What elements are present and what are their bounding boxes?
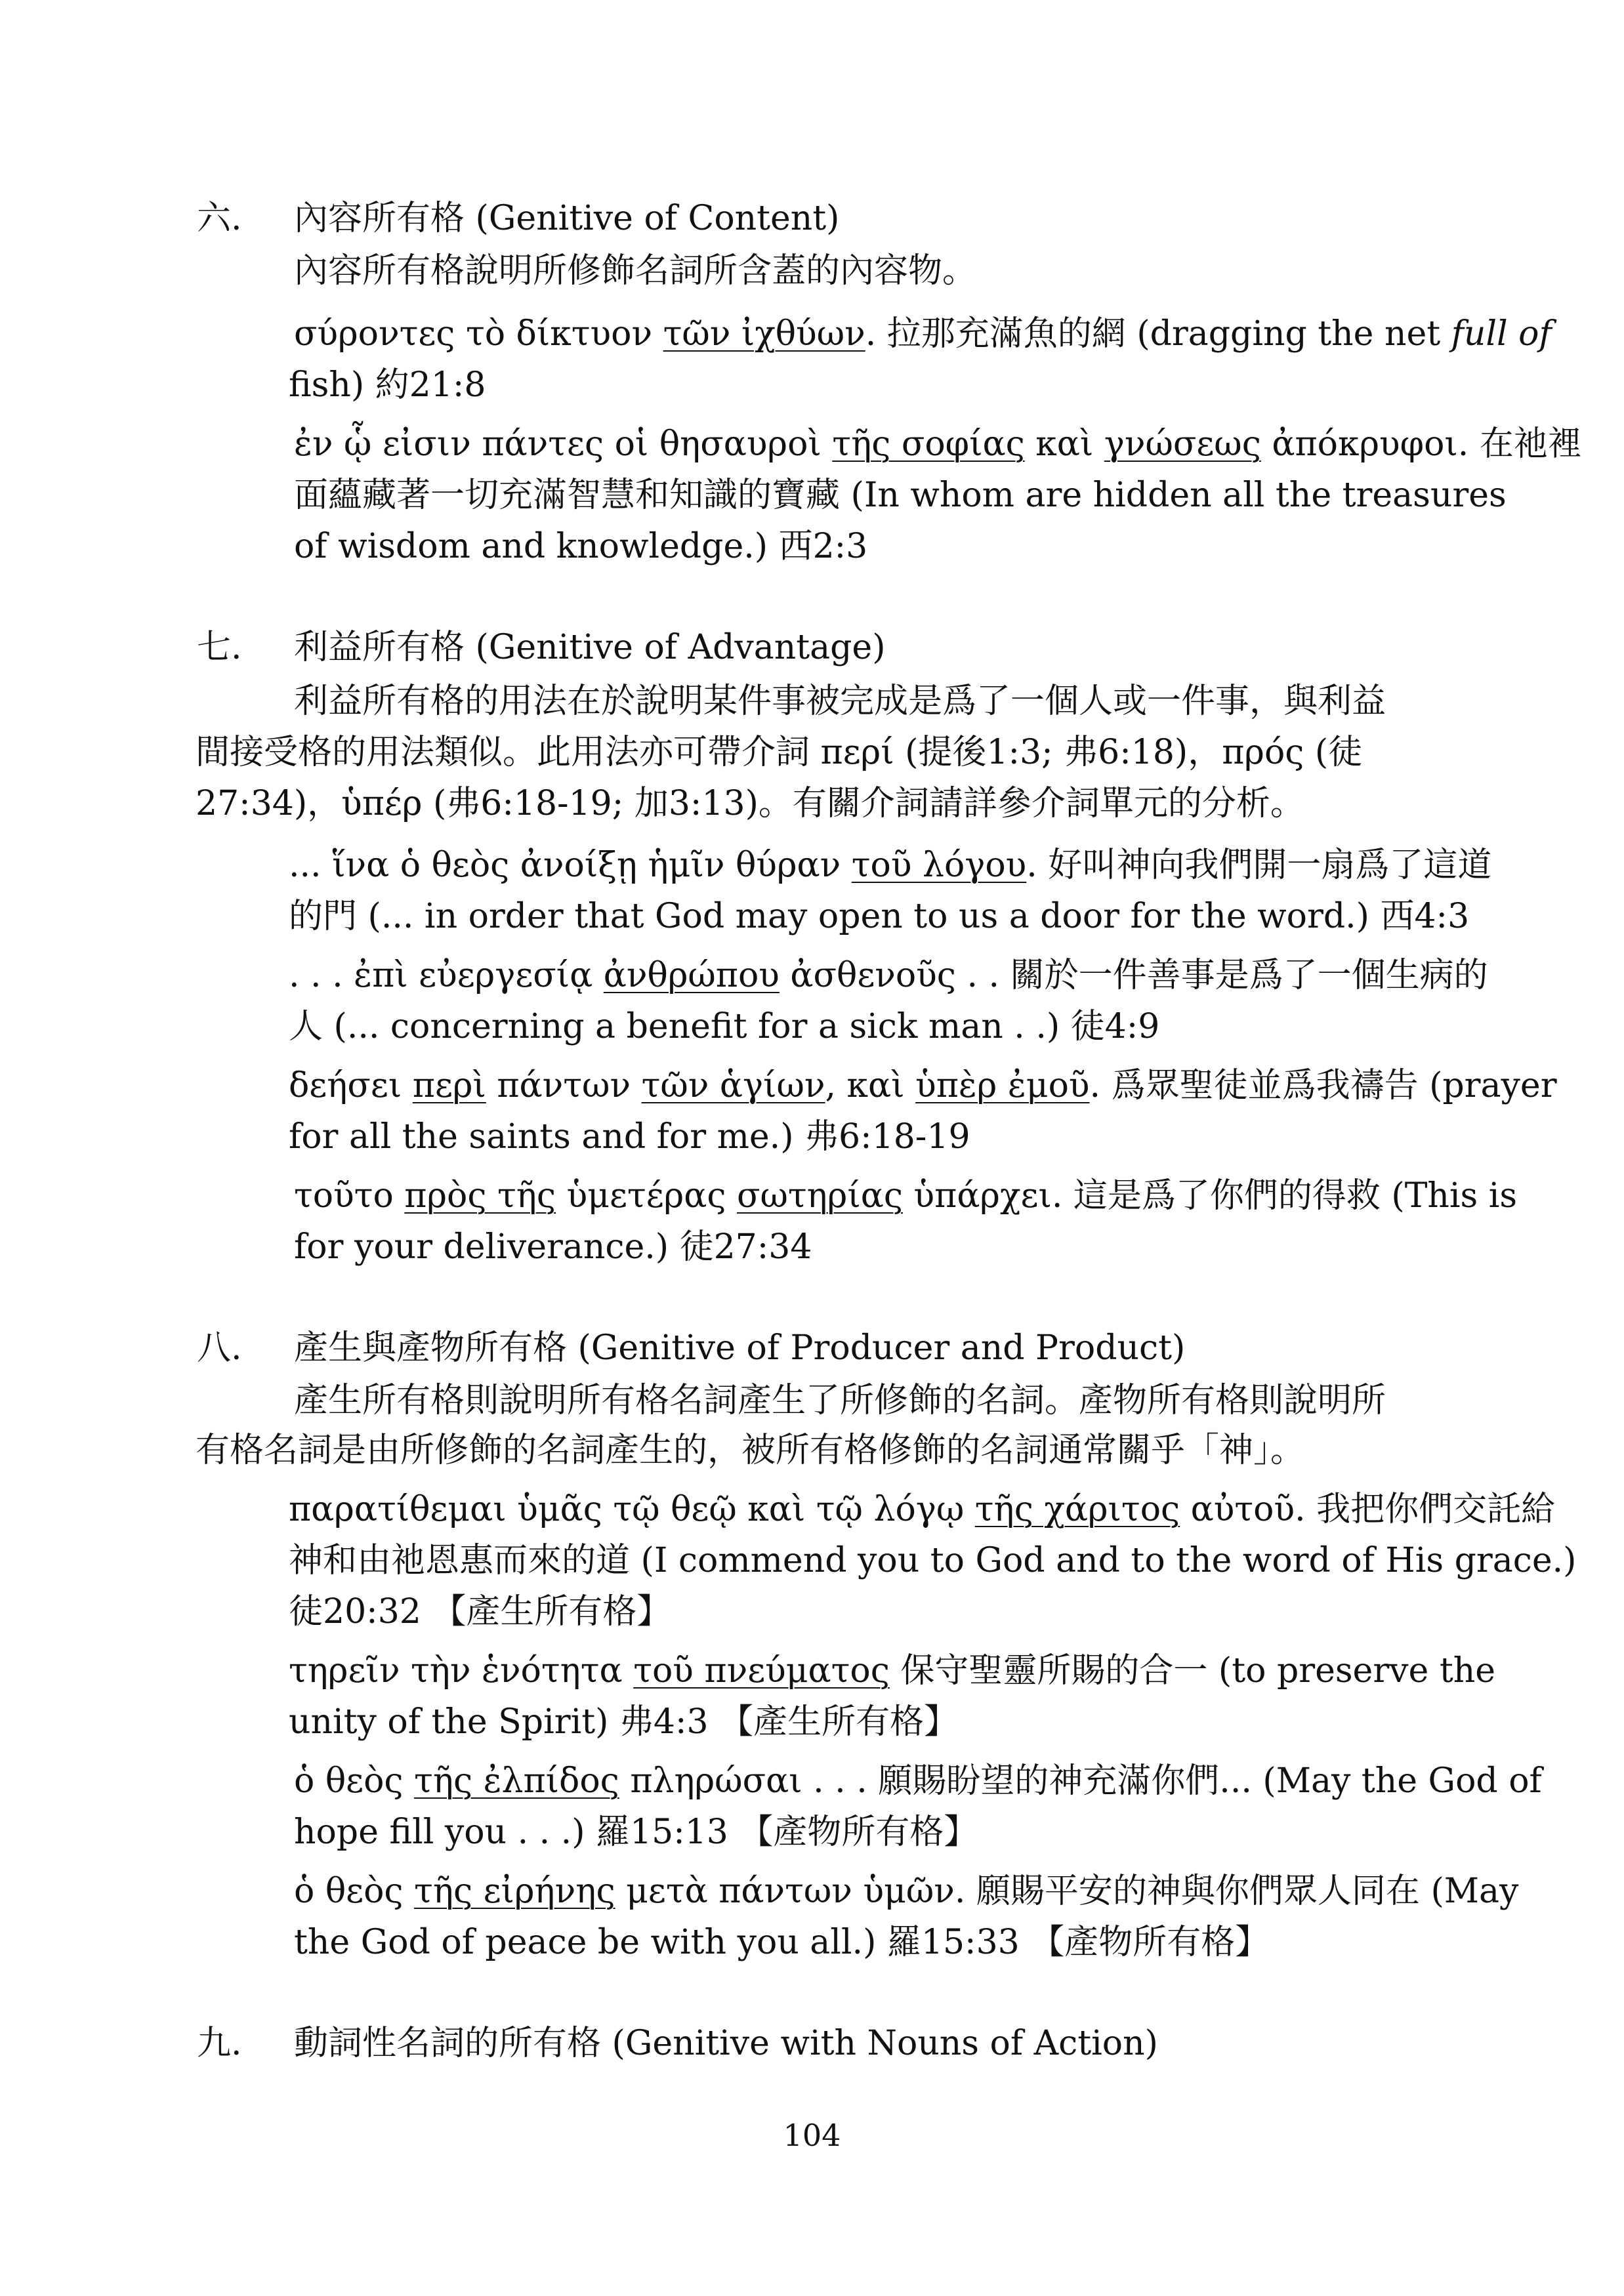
example-line: παρατίθεμαι ὑμᾶς τῷ θεῷ καὶ τῷ λόγῳ τῆς χάριτος αὐτοῦ. 我把你們交託給 [289, 1490, 1556, 1529]
example-line: ἐν ᾧ εἰσιν πάντες οἱ θησαυροὶ τῆς σοφίας καὶ γνώσεως ἀπόκρυφοι. 在祂裡 [294, 424, 1582, 464]
example-line: 面蘊藏著一切充滿智慧和知識的寶藏 (In whom are hidden all the treasures [294, 476, 1507, 515]
example-line: ὁ θεὸς τῆς ἐλπίδος πληρώσαι . . . 願賜盼望的神充滿你們... (May the God of [294, 1761, 1542, 1801]
section-number: 九. [197, 2024, 242, 2063]
example-line: for your deliverance.) 徒27:34 [294, 1227, 812, 1267]
example-line: of wisdom and knowledge.) 西2:3 [294, 527, 868, 566]
section-intro: 間接受格的用法類似。此用法亦可帶介詞 περί (提後1:3; 弗6:18)，πρός (徒 [196, 733, 1363, 772]
example-line: σύροντες τὸ δίκτυον τῶν ἰχθύων. 拉那充滿魚的網 (dragging the net full of [294, 314, 1552, 354]
example-line: τηρεῖν τὴν ἑνότητα τοῦ πνεύματος 保守聖靈所賜的合一 (to preserve the [289, 1651, 1496, 1691]
example-line: the God of peace be with you all.) 羅15:33 【產物所有格】 [294, 1923, 1270, 1962]
example-line: 的門 (... in order that God may open to us a door for the word.) 西4:3 [289, 897, 1470, 936]
example-line: . . . ἐπὶ εὐεργεσίᾳ ἀνθρώπου ἀσθενοῦς . . 關於一件善事是爲了一個生病的 [289, 956, 1488, 995]
example-line: 人 (... concerning a benefit for a sick man . .) 徒4:9 [289, 1007, 1160, 1046]
example-line: hope fill you . . .) 羅15:13 【產物所有格】 [294, 1813, 978, 1852]
section-number: 七. [197, 628, 242, 667]
underlined-greek: τῶν ἰχθύων [663, 314, 865, 354]
example-line: ... ἵνα ὁ θεὸς ἀνοίξῃ ἡμῖν θύραν τοῦ λόγου. 好叫神向我們開一扇爲了這道 [289, 846, 1492, 885]
example-line: fish) 約21:8 [289, 365, 486, 405]
section-heading: 產生與產物所有格 (Genitive of Producer and Product) [294, 1328, 1186, 1368]
example-line: 神和由祂恩惠而來的道 (I commend you to God and to the word of His grace.) [289, 1541, 1577, 1580]
section-intro: 27:34)，ὑπέρ (弗6:18-19; 加3:13)。有關介詞請詳參介詞單元的分析。 [196, 784, 1304, 823]
section-number: 六. [197, 199, 242, 238]
section-intro: 產生所有格則說明所有格名詞產生了所修飾的名詞。產物所有格則說明所 [294, 1381, 1386, 1420]
section-intro: 利益所有格的用法在於說明某件事被完成是爲了一個人或一件事，與利益 [294, 682, 1386, 721]
example-line: τοῦτο πρὸς τῆς ὑμετέρας σωτηρίας ὑπάρχει. 這是爲了你們的得救 (This is [294, 1176, 1518, 1216]
section-intro: 內容所有格說明所修飾名詞所含蓋的內容物。 [294, 251, 977, 291]
section-heading: 內容所有格 (Genitive of Content) [294, 199, 840, 238]
page-number: 104 [783, 2118, 841, 2153]
example-line: for all the saints and for me.) 弗6:18-19 [289, 1117, 970, 1157]
section-heading: 動詞性名詞的所有格 (Genitive with Nouns of Action) [294, 2024, 1158, 2063]
example-line: δεήσει περὶ πάντων τῶν ἁγίων, καὶ ὑπὲρ ἐμοῦ. 爲眾聖徒並爲我禱告 (prayer [289, 1066, 1557, 1105]
section-number: 八. [197, 1328, 242, 1368]
example-line: unity of the Spirit) 弗4:3 【產生所有格】 [289, 1702, 959, 1742]
example-line: ὁ θεὸς τῆς εἰρήνης μετὰ πάντων ὑμῶν. 願賜平安的神與你們眾人同在 (May [294, 1872, 1519, 1911]
section-heading: 利益所有格 (Genitive of Advantage) [294, 628, 886, 667]
italic-text: full of [1451, 314, 1552, 354]
example-line: 徒20:32 【產生所有格】 [289, 1592, 671, 1631]
section-intro: 有格名詞是由所修飾的名詞產生的，被所有格修飾的名詞通常關乎「神」。 [196, 1431, 1305, 1470]
